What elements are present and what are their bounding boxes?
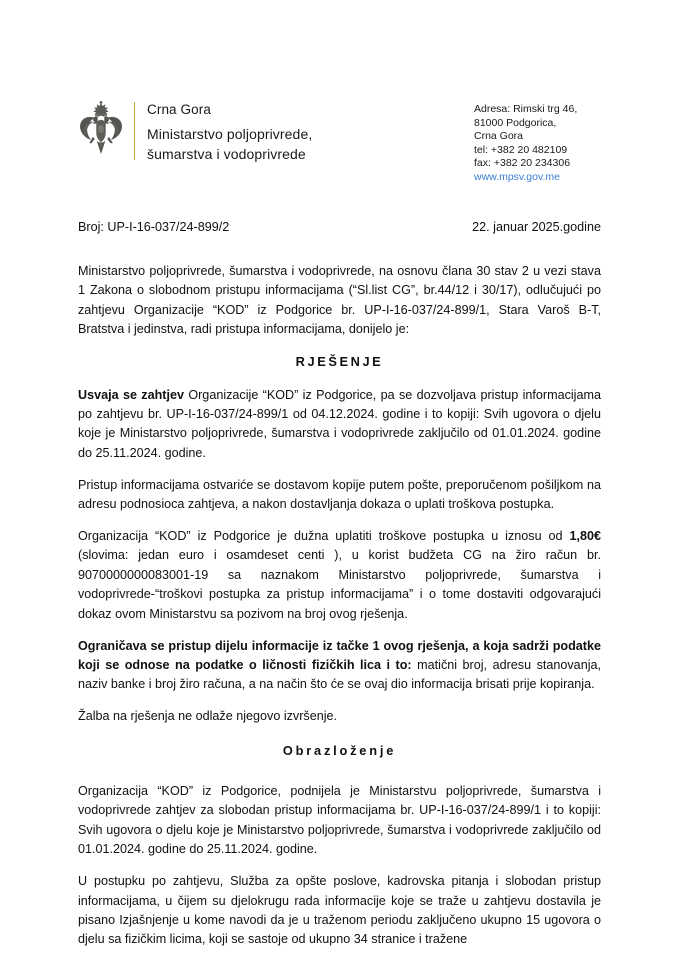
letterhead-titles xyxy=(147,98,312,164)
address-telephone: tel: +382 20 482109 xyxy=(474,143,568,156)
heading-obrazlozenje: Obrazloženje xyxy=(282,742,397,758)
fee-text-before: Organizacija “KOD” iz Podgorice je dužna uplatiti troškove postupka u iznosu od xyxy=(78,528,570,543)
restriction-lead-bold: Ograničava se pristup dijelu informacije iz tačke 1 ovog rješenja, a koja sadrži podatke koji se odnose na podatke o ličnosti fizičkih lica i to: xyxy=(78,638,601,672)
address-street: Adresa: Rimski trg 46, xyxy=(474,103,578,115)
fee-text-after: (slovima: jedan euro i osamdeset centi ), u korist budžeta CG na žiro račun br. 9070000000083001-19 sa naznakom Ministarstvo poljoprivrede, šumarstva i vodoprivrede-“troškovi postupka za pristup informacijama” i o tome dostaviti odgovarajući dokaz ovom Ministarstvu sa pozivom na broj ovog rješenja. xyxy=(78,548,601,621)
letterhead-identity xyxy=(78,98,312,164)
document-date: 22. januar 2025.godine xyxy=(472,220,601,234)
document-body xyxy=(78,262,601,962)
heading-rjesenje: RJEŠENJE xyxy=(295,354,384,370)
letterhead xyxy=(0,98,679,194)
paragraph-delivery: Pristup informacijama ostvariće se dostavom kopije putem pošte, preporučenom pošiljkom na adresu podnosioca zahtjeva, a nakon dostavljanja dokaza o uplati troškova postupka. xyxy=(78,477,601,512)
montenegro-coat-of-arms-icon xyxy=(78,100,124,158)
letterhead-divider xyxy=(134,102,135,160)
address-country: Crna Gora xyxy=(474,130,524,143)
country-name: Crna Gora xyxy=(147,102,211,117)
address-city: 81000 Podgorica, xyxy=(474,116,557,129)
restriction-body-text: matični broj, adresu stanovanja, naziv banke i broj žiro računa, a na način što će se ovaj dio informacija brisati prije kopiranja. xyxy=(78,657,601,692)
address-fax: fax: +382 20 234306 xyxy=(474,157,571,170)
ministry-name xyxy=(147,125,312,164)
paragraph-restriction xyxy=(78,637,601,695)
paragraph-intro: Ministarstvo poljoprivrede, šumarstva i vodoprivrede, na osnovu člana 30 stav 2 u vezi stava 1 Zakona o slobodnom pristupu informacijama (“Sl.list CG”, br.44/12 i 30/17), odlučujući po zahtjevu Organizacije “KOD” iz Podgorice br. UP-I-16-037/24-899/1, Stara Varoš B-T, Bratstva i jedinstva, radi pristupa informacijama, donijelo je: xyxy=(78,264,601,337)
paragraph-appeal: Žalba na rješenja ne odlaže njegovo izvršenje. xyxy=(78,709,338,724)
decision-lead-bold: Usvaja se zahtjev xyxy=(78,387,184,402)
address-website-link[interactable]: www.mpsv.gov.me xyxy=(474,170,560,183)
letterhead-address-block xyxy=(474,103,577,185)
decision-body-text: Organizacije “KOD” iz Podgorice, pa se dozvoljava pristup informacijama po zahtjevu br. UP-I-16-037/24-899/1 od 04.12.2024. godine i to kopiji: Svih ugovora o djelu koje je Ministarstvo poljoprivrede, šumarstva i vodoprivrede zaključilo od 01.01.2024. godine do 25.11.2024. godine. xyxy=(78,387,601,460)
fee-amount: 1,80€ xyxy=(569,528,601,543)
paragraph-fee xyxy=(78,527,601,624)
reference-line xyxy=(78,219,601,236)
paragraph-reasoning-1: Organizacija “KOD” iz Podgorice, podnijela je Ministarstvu poljoprivrede, šumarstva i vodoprivrede zahtjev za slobodan pristup informacijama br. UP-I-16-037/24-899/1 i to kopiji: Svih ugovora o djelu koje je Ministarstvo poljoprivrede, šumarstva i vodoprivrede zaključilo od 01.01.2024. godine do 25.11.2024. godine. xyxy=(78,784,601,857)
ministry-name-line2: šumarstva i vodoprivrede xyxy=(147,145,306,162)
document-number: Broj: UP-I-16-037/24-899/2 xyxy=(78,220,230,234)
ministry-name-line1: Ministarstvo poljoprivrede, xyxy=(147,126,313,142)
paragraph-reasoning-2: U postupku po zahtjevu, Služba za opšte poslove, kadrovska pitanja i slobodan pristup informacijama, u čijem su djelokrugu rada informacije koje se traže u zahtjevu dostavila je pisano Izjašnjenje u kome navodi da je u traženom periodu zaključeno ukupno 15 ugovora o djelu sa fizičkim licima, koji se sastoje od ukupno 34 stranice i tražene xyxy=(78,874,601,947)
paragraph-decision xyxy=(78,386,601,464)
